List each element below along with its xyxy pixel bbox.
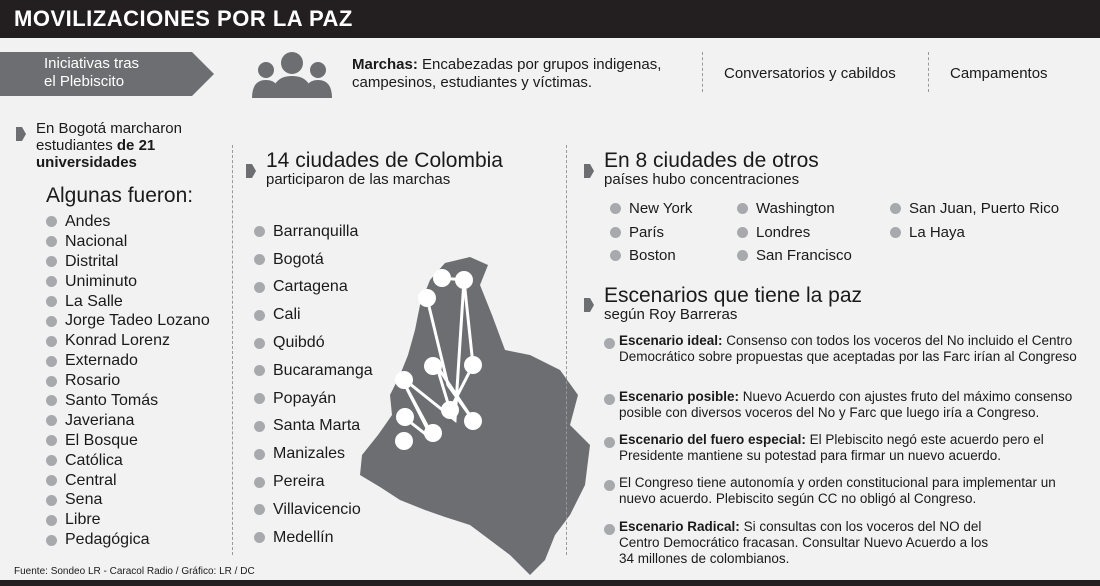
dot-icon [254, 310, 265, 321]
tag-line2: el Plebiscito [44, 73, 125, 90]
list-item: Washington [737, 197, 852, 221]
divider [702, 52, 703, 92]
list-item: Medellín [254, 524, 373, 552]
dot-icon [254, 504, 265, 515]
algunas-heading: Algunas fueron: [46, 184, 194, 207]
escenario-item: Escenario posible: Nuevo Acuerdo con ajustes fruto del máximo consenso posible con diversos voceros del No y Farc que luego iría a Congreso. [619, 389, 1073, 420]
dot-icon [46, 296, 57, 307]
dot-icon [254, 449, 265, 460]
intl-city-list-2 [737, 197, 852, 268]
list-item: Popayán [254, 385, 373, 413]
dot-icon [46, 236, 57, 247]
campamentos-label: Campamentos [950, 65, 1048, 82]
list-item: Pedagógica [46, 530, 210, 550]
dot-icon [46, 256, 57, 267]
dot-icon [254, 226, 265, 237]
dot-icon [604, 437, 615, 448]
list-item: Católica [46, 451, 210, 471]
intl-city-list-1 [610, 197, 692, 268]
dot-icon [604, 480, 615, 491]
list-item: Konrad Lorenz [46, 331, 210, 351]
dot-icon [46, 495, 57, 506]
list-item: El Bosque [46, 431, 210, 451]
dot-icon [890, 227, 901, 238]
list-item: San Juan, Puerto Rico [890, 197, 1059, 221]
dot-icon [610, 203, 621, 214]
dot-icon [610, 250, 621, 261]
bogota-line3-bold: universidades [36, 154, 137, 171]
dot-icon [46, 535, 57, 546]
dot-icon [46, 515, 57, 526]
list-item: Quibdó [254, 329, 373, 357]
dot-icon [254, 254, 265, 265]
university-list [46, 212, 210, 550]
dot-icon [737, 227, 748, 238]
list-item: San Francisco [737, 244, 852, 268]
list-item: París [610, 221, 692, 245]
people-icon [250, 50, 334, 100]
list-item: Central [46, 471, 210, 491]
dot-icon [254, 532, 265, 543]
list-item: La Salle [46, 292, 210, 312]
list-item: Boston [610, 244, 692, 268]
dot-icon [46, 276, 57, 287]
colombia-title: 14 ciudades de Colombia [266, 149, 503, 172]
bullet-arrow-icon [16, 127, 26, 141]
escenarios-subtitle: según Roy Barreras [604, 306, 738, 323]
dot-icon [254, 477, 265, 488]
tag-line1: Iniciativas tras [44, 55, 140, 72]
dot-icon [46, 415, 57, 426]
conversatorios-label: Conversatorios y cabildos [724, 65, 896, 82]
list-item: Externado [46, 351, 210, 371]
escenarios-title: Escenarios que tiene la paz [604, 284, 862, 307]
escenario-item: Escenario ideal: Consenso con todos los voceros del No incluido el Centro Democrático sobre propuestas que aceptadas por las Farc irían al Congreso [619, 333, 1077, 364]
dot-icon [254, 338, 265, 349]
list-item: Distrital [46, 252, 210, 272]
divider [928, 52, 929, 92]
dot-icon [46, 316, 57, 327]
list-item: La Haya [890, 221, 1059, 245]
list-item: Uniminuto [46, 272, 210, 292]
dot-icon [46, 216, 57, 227]
dot-icon [46, 455, 57, 466]
list-item: Cali [254, 301, 373, 329]
dot-icon [46, 395, 57, 406]
dot-icon [254, 421, 265, 432]
list-item: Sena [46, 490, 210, 510]
dot-icon [254, 365, 265, 376]
otros-subtitle: países hubo concentraciones [604, 171, 800, 188]
dot-icon [737, 250, 748, 261]
marchas-label: Marchas: [352, 56, 418, 73]
bogota-line1: En Bogotá marcharon [36, 120, 182, 137]
list-item: Bucaramanga [254, 357, 373, 385]
page-title: MOVILIZACIONES POR LA PAZ [14, 6, 353, 31]
escenario-item: Escenario Radical: Si consultas con los voceros del NO del Centro Democrático fracasan. Consultar Nuevo Acuerdo a los 34 millones de colombianos. [619, 519, 989, 566]
list-item: Barranquilla [254, 218, 373, 246]
list-item: Cartagena [254, 274, 373, 302]
list-item: New York [610, 197, 692, 221]
bottom-rule [0, 580, 1100, 586]
divider [566, 145, 567, 555]
otros-heading [604, 150, 819, 188]
list-item: Nacional [46, 232, 210, 252]
dot-icon [737, 203, 748, 214]
dot-icon [254, 393, 265, 404]
marchas-text [352, 56, 712, 92]
dot-icon [604, 394, 615, 405]
divider [232, 145, 233, 555]
list-item: Andes [46, 212, 210, 232]
list-item: Libre [46, 510, 210, 530]
list-item: Santa Marta [254, 413, 373, 441]
escenarios-heading [604, 285, 862, 323]
dot-icon [604, 524, 615, 535]
bullet-arrow-icon [584, 164, 594, 178]
source-note: Fuente: Sondeo LR - Caracol Radio / Gráfico: LR / DC [14, 566, 255, 577]
dot-icon [46, 376, 57, 387]
bogota-line2-bold: de 21 [116, 137, 156, 154]
dot-icon [46, 356, 57, 367]
list-item: Manizales [254, 440, 373, 468]
list-item: Londres [737, 221, 852, 245]
section-tag-label [44, 55, 139, 91]
escenario-item: El Congreso tiene autonomía y orden constitucional para implementar un nuevo acuerdo. Plebiscito según CC no obligó al Congreso. [619, 475, 1056, 506]
dot-icon [890, 203, 901, 214]
colombia-subtitle: participaron de las marchas [266, 171, 451, 188]
list-item: Rosario [46, 371, 210, 391]
dot-icon [254, 282, 265, 293]
marchas-description: Encabezadas por grupos indigenas, campesinos, estudiantes y víctimas. [352, 56, 662, 91]
list-item: Santo Tomás [46, 391, 210, 411]
otros-title: En 8 ciudades de otros [604, 149, 819, 172]
bullet-arrow-icon [584, 298, 594, 312]
bogota-line2: estudiantes [36, 137, 117, 154]
dot-icon [46, 435, 57, 446]
dot-icon [610, 227, 621, 238]
dot-icon [46, 475, 57, 486]
list-item: Pereira [254, 468, 373, 496]
bogota-heading [36, 120, 182, 171]
escenario-item: Escenario del fuero especial: El Plebiscito negó este acuerdo pero el Presidente mantiene su potestad para firmar un nuevo acuerdo. [619, 432, 1044, 463]
list-item: Javeriana [46, 411, 210, 431]
list-item: Jorge Tadeo Lozano [46, 311, 210, 331]
bullet-arrow-icon [246, 164, 256, 178]
list-item: Villavicencio [254, 496, 373, 524]
list-item: Bogotá [254, 246, 373, 274]
dot-icon [46, 336, 57, 347]
intl-city-list-3 [890, 197, 1059, 244]
colombia-heading [266, 150, 503, 188]
dot-icon [604, 338, 615, 349]
colombia-city-list [254, 218, 373, 552]
